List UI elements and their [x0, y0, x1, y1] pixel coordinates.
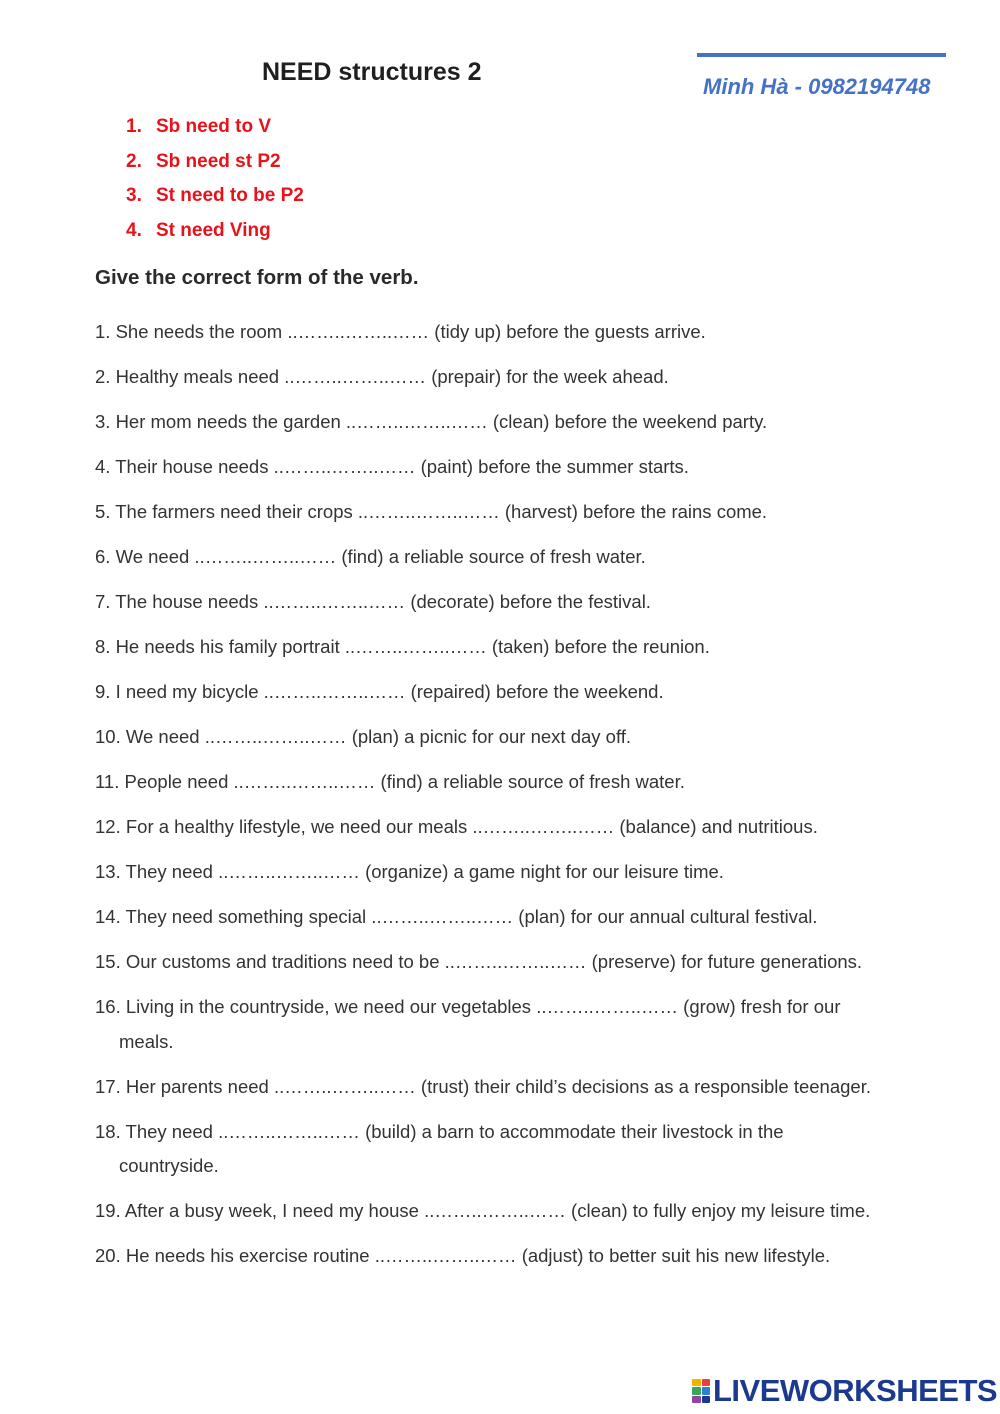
exercise-item: 8. He needs his family portrait ..……..……..…… (taken) before the reunion. [95, 636, 710, 657]
structure-text: Sb need st P2 [156, 150, 281, 172]
exercise-item: 5. The farmers need their crops ..……..……..…… (harvest) before the rains come. [95, 501, 768, 522]
exercise-item: 13. They need ..……..……..…… (organize) a game night for our leisure time. [95, 861, 724, 882]
exercise-item: 1. She needs the room ..……..……..…… (tidy up) before the guests arrive. [95, 321, 706, 342]
exercise-item: 4. Their house needs ..……..……..…… (paint) before the summer starts. [95, 456, 689, 477]
structure-text: Sb need to V [156, 116, 272, 137]
exercise-list [95, 315, 955, 1284]
structure-list [126, 116, 304, 255]
exercise-item: 16. Living in the countryside, we need our vegetables ..……..……..…… (grow) fresh for our meals. [95, 996, 841, 1052]
liveworksheets-logo-text: LIVEWORKSHEETS [713, 1373, 998, 1408]
exercise-item: 15. Our customs and traditions need to be ..……..……..…… (preserve) for future generations. [95, 951, 863, 972]
exercise-item: 11. People need ..……..……..…… (find) a reliable source of fresh water. [95, 771, 685, 792]
exercise-item: 12. For a healthy lifestyle, we need our meals ..……..……..…… (balance) and nutritious. [95, 816, 818, 837]
structure-text: St need to be P2 [156, 185, 304, 207]
exercise-item: 20. He needs his exercise routine ..……..……..…… (adjust) to better suit his new lifestyle. [95, 1245, 831, 1266]
exercise-item: 9. I need my bicycle ..……..……..…… (repaired) before the weekend. [95, 681, 664, 702]
exercise-item: 7. The house needs ..……..……..…… (decorate) before the festival. [95, 591, 651, 612]
exercise-item: 6. We need ..……..……..…… (find) a reliable source of fresh water. [95, 546, 646, 567]
exercise-item: 17. Her parents need ..……..……..…… (trust) their child’s decisions as a responsible teenager. [95, 1075, 871, 1097]
liveworksheets-logo-icon [692, 1379, 710, 1403]
exercise-item: 3. Her mom needs the garden ..……..……..…… (clean) before the weekend party. [95, 411, 768, 432]
exercise-item: 10. We need ..……..……..…… (plan) a picnic for our next day off. [95, 726, 632, 747]
exercise-item: 14. They need something special ..……..……..…… (plan) for our annual cultural festival. [95, 906, 818, 927]
structure-text: St need Ving [156, 220, 271, 242]
author-credit: Minh Hà - 0982194748 [703, 74, 931, 99]
structure-item: 3. St need to be P2 [126, 185, 304, 207]
exercise-item: 19. After a busy week, I need my house ..……..……..…… (clean) to fully enjoy my leisure time. [95, 1200, 871, 1221]
worksheet-title: NEED structures 2 [262, 58, 482, 86]
structure-item: 1. Sb need to V [126, 116, 272, 137]
exercise-item: 2. Healthy meals need ..……..……..…… (prepair) for the week ahead. [95, 366, 669, 387]
exercise-item: 18. They need ..……..……..…… (build) a barn to accommodate their livestock in the countryside. [95, 1120, 784, 1176]
instruction-heading: Give the correct form of the verb. [95, 266, 419, 289]
liveworksheets-logo[interactable] [692, 1373, 997, 1409]
author-divider [697, 53, 946, 57]
structure-item: 2. Sb need st P2 [126, 150, 281, 172]
structure-item: 4. St need Ving [126, 220, 271, 242]
